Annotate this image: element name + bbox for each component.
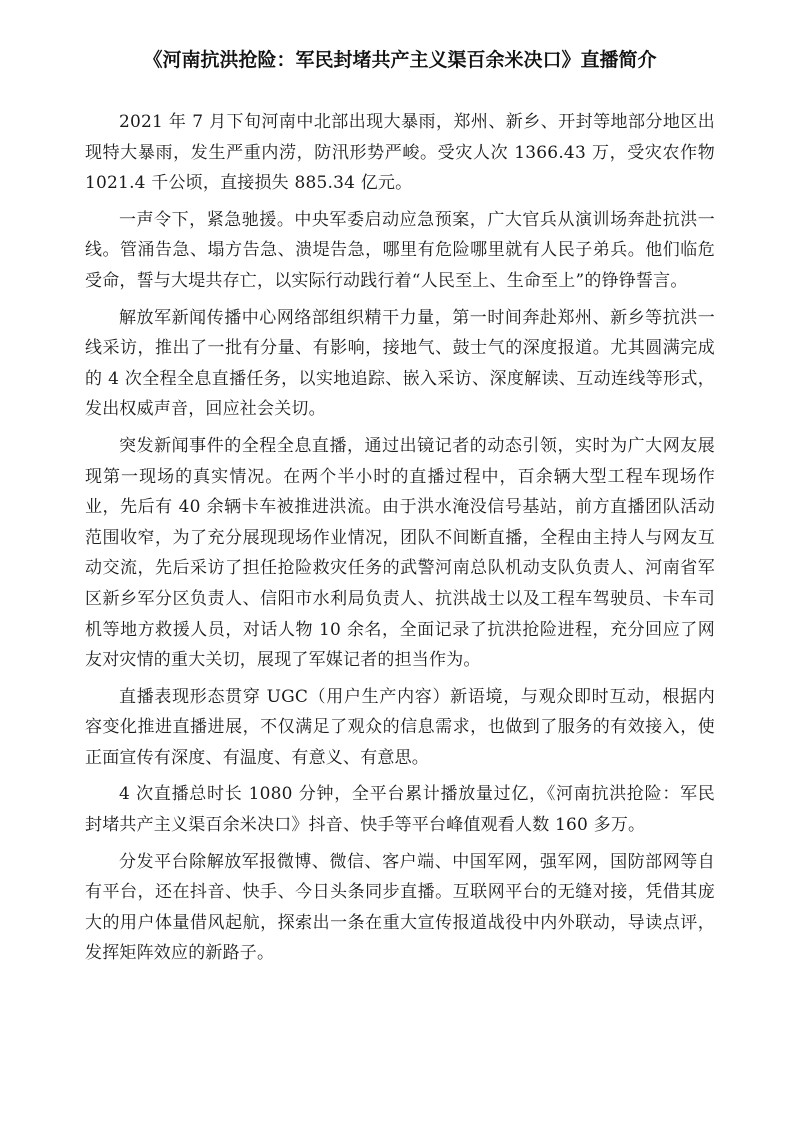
paragraph-military-response: 一声令下，紧急驰援。中央军委启动应急预案，广大官兵从演训场奔赴抗洪一线。管涌告急、塌方告急、溃堤告急，哪里有危险哪里就有人民子弟兵。他们临危受命，誓与大堤共存亡，以实际行动践行着“人民至上、生命至上”的铮铮誓言。 (85, 209, 715, 291)
paragraph-live-broadcast-process: 突发新闻事件的全程全息直播，通过出镜记者的动态引领，实时为广大网友展现第一现场的真实情况。在两个半小时的直播过程中，百余辆大型工程车现场作业，先后有 40 余辆卡车被推进洪流。由于洪水淹没信号基站，前方直播团队活动范围收窄，为了充分展现现场作业情况，团队不间断直播，全程由主持人与网友互动交流，先后采访了担任抢险救灾任务的武警河南总队机动支队负责人、河南省军区新乡军分区负责人、信阳市水利局负责人、抗洪战士以及工程车驾驶员、卡车司机等地方救援人员，对话人物 10 余名，全面记录了抗洪抢险进程，充分回应了网友对灾情的重大关切，展现了军媒记者的担当作为。 (85, 435, 715, 671)
document-body (85, 107, 715, 975)
paragraph-viewership-stats: 4 次直播总时长 1080 分钟，全平台累计播放量过亿，《河南抗洪抢险：军民封堵共产主义渠百余米决口》抖音、快手等平台峰值观看人数 160 多万。 (85, 784, 715, 836)
document-title: 《河南抗洪抢险：军民封堵共产主义渠百余米决口》直播简介 (143, 49, 657, 71)
paragraph-ugc-interaction: 直播表现形态贯穿 UGC（用户生产内容）新语境，与观众即时互动，根据内容变化推进直播进展，不仅满足了观众的信息需求，也做到了服务的有效接入，使正面宣传有深度、有温度、有意义、有意思。 (85, 686, 715, 768)
paragraph-distribution-platforms: 分发平台除解放军报微博、微信、客户端、中国军网，强军网，国防部网等自有平台，还在抖音、快手、今日头条同步直播。互联网平台的无缝对接，凭借其庞大的用户体量借风起航，探索出一条在重大宣传报道战役中内外联动，导读点评，发挥矩阵效应的新路子。 (85, 851, 715, 964)
paragraph-news-coverage: 解放军新闻传播中心网络部组织精干力量，第一时间奔赴郑州、新乡等抗洪一线采访，推出了一批有分量、有影响，接地气、鼓士气的深度报道。尤其圆满完成的 4 次全程全息直播任务，以实地追踪、嵌入采访、深度解读、互动连线等形式，发出权威声音，回应社会关切。 (85, 307, 715, 420)
paragraph-flood-overview: 2021 年 7 月下旬河南中北部出现大暴雨，郑州、新乡、开封等地部分地区出现特大暴雨，发生严重内涝，防汛形势严峻。受灾人次 1366.43 万，受灾农作物 1021.4 千公顷，直接损失 885.34 亿元。 (85, 112, 715, 194)
